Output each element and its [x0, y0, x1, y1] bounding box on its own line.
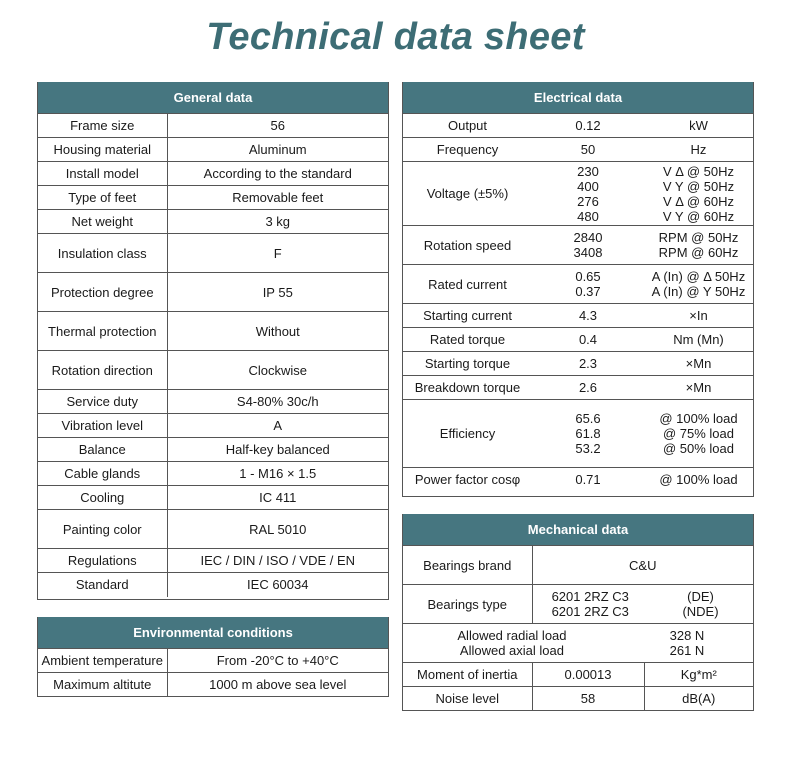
electrical-unit: @ 50% load	[662, 441, 735, 456]
electrical-unit: ×Mn	[685, 356, 712, 371]
general-row-label: Protection degree	[38, 273, 167, 312]
bearing-de-position: (DE)	[687, 589, 714, 604]
electrical-row	[403, 226, 753, 265]
electrical-units	[644, 400, 753, 468]
electrical-row	[403, 114, 753, 138]
electrical-unit: kW	[689, 118, 708, 133]
general-row	[38, 312, 388, 351]
general-row-value: S4-80% 30c/h	[167, 390, 388, 414]
bearings-brand-value: C&U	[532, 546, 753, 585]
electrical-row	[403, 352, 753, 376]
electrical-values	[532, 400, 644, 468]
general-row-label: Balance	[38, 438, 167, 462]
mechanical-data-panel	[402, 514, 754, 711]
electrical-row	[403, 304, 753, 328]
electrical-units	[644, 162, 753, 226]
axial-load-value: 261 N	[669, 643, 705, 658]
electrical-row-label: Power factor cosφ	[403, 468, 532, 492]
general-row-label: Insulation class	[38, 234, 167, 273]
electrical-row	[403, 468, 753, 492]
environmental-header: Environmental conditions	[38, 617, 388, 648]
electrical-row	[403, 376, 753, 400]
electrical-value: 61.8	[575, 426, 601, 441]
electrical-values	[532, 304, 644, 328]
bearing-nde: 6201 2RZ C3	[551, 604, 629, 619]
electrical-value: 3408	[573, 245, 603, 260]
electrical-value: 480	[577, 208, 599, 224]
bearings-brand-label: Bearings brand	[403, 546, 532, 585]
general-row-label: Install model	[38, 162, 167, 186]
electrical-unit: RPM @ 50Hz	[658, 230, 739, 245]
general-row-value: IC 411	[167, 486, 388, 510]
noise-label: Noise level	[403, 687, 532, 711]
electrical-values	[532, 138, 644, 162]
inertia-unit: Kg*m²	[644, 663, 753, 687]
environmental-row-label: Maximum altitute	[38, 673, 167, 697]
general-data-panel	[37, 82, 389, 600]
general-row	[38, 138, 388, 162]
electrical-units	[644, 468, 753, 492]
electrical-row	[403, 265, 753, 304]
electrical-value: 400	[577, 178, 599, 194]
electrical-data-panel	[402, 82, 754, 497]
general-row-label: Painting color	[38, 510, 167, 549]
electrical-row-label: Rated torque	[403, 328, 532, 352]
electrical-units	[644, 138, 753, 162]
general-row	[38, 351, 388, 390]
electrical-unit: @ 75% load	[662, 426, 735, 441]
electrical-values	[532, 162, 644, 226]
general-row	[38, 549, 388, 573]
electrical-unit: V Y @ 50Hz	[662, 178, 735, 194]
general-row-label: Standard	[38, 573, 167, 597]
electrical-units	[644, 226, 753, 265]
general-row-value: Without	[167, 312, 388, 351]
general-row-value: IEC / DIN / ISO / VDE / EN	[167, 549, 388, 573]
electrical-value: 2.6	[578, 380, 598, 395]
environmental-panel	[37, 617, 389, 697]
noise-unit: dB(A)	[644, 687, 753, 711]
electrical-units	[644, 328, 753, 352]
electrical-value: 276	[577, 193, 599, 209]
radial-load-label: Allowed radial load	[457, 628, 567, 643]
electrical-unit: V Δ @ 60Hz	[662, 193, 735, 209]
electrical-unit: A (In) @ Y 50Hz	[651, 284, 746, 299]
general-row-label: Vibration level	[38, 414, 167, 438]
electrical-row	[403, 138, 753, 162]
general-row-label: Service duty	[38, 390, 167, 414]
general-row-label: Frame size	[38, 114, 167, 138]
bearings-type-row	[403, 585, 753, 624]
electrical-value: 0.37	[575, 284, 601, 299]
general-row-value: RAL 5010	[167, 510, 388, 549]
general-data-table	[38, 113, 388, 597]
electrical-units	[644, 114, 753, 138]
general-row-label: Type of feet	[38, 186, 167, 210]
electrical-unit: ×In	[689, 308, 708, 323]
general-row-value: Aluminum	[167, 138, 388, 162]
general-row	[38, 414, 388, 438]
bearings-brand-row	[403, 546, 753, 585]
electrical-value: 230	[577, 163, 599, 179]
general-row	[38, 114, 388, 138]
general-row	[38, 486, 388, 510]
general-row-value: Half-key balanced	[167, 438, 388, 462]
general-row-value: IP 55	[167, 273, 388, 312]
electrical-row	[403, 400, 753, 468]
general-row-value: Clockwise	[167, 351, 388, 390]
bearing-nde-position: (NDE)	[682, 604, 719, 619]
electrical-values	[532, 376, 644, 400]
electrical-unit: V Δ @ 50Hz	[662, 163, 735, 179]
inertia-label: Moment of inertia	[403, 663, 532, 687]
electrical-row-label: Breakdown torque	[403, 376, 532, 400]
electrical-data-header: Electrical data	[403, 82, 753, 113]
axial-load-label: Allowed axial load	[459, 643, 564, 658]
electrical-value: 4.3	[578, 308, 598, 323]
environmental-row-value: From -20°C to +40°C	[167, 649, 388, 673]
electrical-value: 53.2	[575, 441, 601, 456]
environmental-row-value: 1000 m above sea level	[167, 673, 388, 697]
electrical-values	[532, 352, 644, 376]
electrical-units	[644, 352, 753, 376]
electrical-values	[532, 226, 644, 265]
general-row-value: A	[167, 414, 388, 438]
general-row-label: Thermal protection	[38, 312, 167, 351]
electrical-units	[644, 265, 753, 304]
electrical-row-label: Starting current	[403, 304, 532, 328]
general-row-label: Net weight	[38, 210, 167, 234]
general-row-value: F	[167, 234, 388, 273]
inertia-row	[403, 663, 753, 687]
electrical-value: 0.4	[578, 332, 598, 347]
electrical-values	[532, 328, 644, 352]
general-row	[38, 573, 388, 597]
general-row	[38, 510, 388, 549]
general-row-label: Regulations	[38, 549, 167, 573]
general-row-value: IEC 60034	[167, 573, 388, 597]
noise-row	[403, 687, 753, 711]
general-row-value: Removable feet	[167, 186, 388, 210]
environmental-table	[38, 648, 388, 697]
electrical-unit: @ 100% load	[659, 472, 738, 488]
bearing-de: 6201 2RZ C3	[551, 589, 629, 604]
electrical-values	[532, 265, 644, 304]
general-row-label: Cooling	[38, 486, 167, 510]
electrical-row	[403, 162, 753, 226]
electrical-value: 65.6	[575, 411, 601, 426]
general-data-header: General data	[38, 82, 388, 113]
general-row	[38, 462, 388, 486]
radial-load-value: 328 N	[669, 628, 705, 643]
environmental-row	[38, 673, 388, 697]
electrical-values	[532, 114, 644, 138]
electrical-value: 0.12	[575, 118, 601, 133]
electrical-row-label: Voltage (±5%)	[403, 162, 532, 226]
electrical-row-label: Frequency	[403, 138, 532, 162]
electrical-unit: RPM @ 60Hz	[658, 245, 739, 260]
noise-value: 58	[532, 687, 644, 711]
electrical-row-label: Output	[403, 114, 532, 138]
environmental-row	[38, 649, 388, 673]
electrical-unit: A (In) @ Δ 50Hz	[651, 269, 746, 284]
mechanical-data-table	[403, 545, 753, 711]
loads-cell	[403, 624, 753, 663]
general-row	[38, 234, 388, 273]
electrical-unit: @ 100% load	[659, 411, 738, 426]
electrical-value: 2.3	[578, 356, 598, 371]
electrical-unit: ×Mn	[685, 380, 712, 395]
general-row-label: Rotation direction	[38, 351, 167, 390]
inertia-value: 0.00013	[532, 663, 644, 687]
bearings-type-label: Bearings type	[403, 585, 532, 624]
general-row-label: Housing material	[38, 138, 167, 162]
general-row	[38, 273, 388, 312]
electrical-value: 50	[580, 142, 596, 157]
general-row-value: 56	[167, 114, 388, 138]
bearings-type-cell	[532, 585, 753, 624]
electrical-value: 0.71	[575, 472, 601, 488]
electrical-units	[644, 376, 753, 400]
electrical-value: 2840	[573, 230, 603, 245]
electrical-row-label: Efficiency	[403, 400, 532, 468]
electrical-data-table	[403, 113, 753, 492]
page-title: Technical data sheet	[206, 16, 585, 58]
general-row	[38, 186, 388, 210]
general-row-value: 1 - M16 × 1.5	[167, 462, 388, 486]
electrical-row-label: Starting torque	[403, 352, 532, 376]
electrical-values	[532, 468, 644, 492]
general-row-label: Cable glands	[38, 462, 167, 486]
electrical-row-label: Rated current	[403, 265, 532, 304]
general-row	[38, 162, 388, 186]
electrical-unit: Hz	[690, 142, 707, 157]
electrical-row-label: Rotation speed	[403, 226, 532, 265]
general-row	[38, 210, 388, 234]
electrical-value: 0.65	[575, 269, 601, 284]
general-row	[38, 390, 388, 414]
loads-row	[403, 624, 753, 663]
electrical-units	[644, 304, 753, 328]
general-row	[38, 438, 388, 462]
electrical-unit: Nm (Mn)	[673, 332, 724, 347]
mechanical-data-header: Mechanical data	[403, 514, 753, 545]
general-row-value: 3 kg	[167, 210, 388, 234]
general-row-value: According to the standard	[167, 162, 388, 186]
environmental-row-label: Ambient temperature	[38, 649, 167, 673]
electrical-row	[403, 328, 753, 352]
electrical-unit: V Y @ 60Hz	[662, 208, 735, 224]
